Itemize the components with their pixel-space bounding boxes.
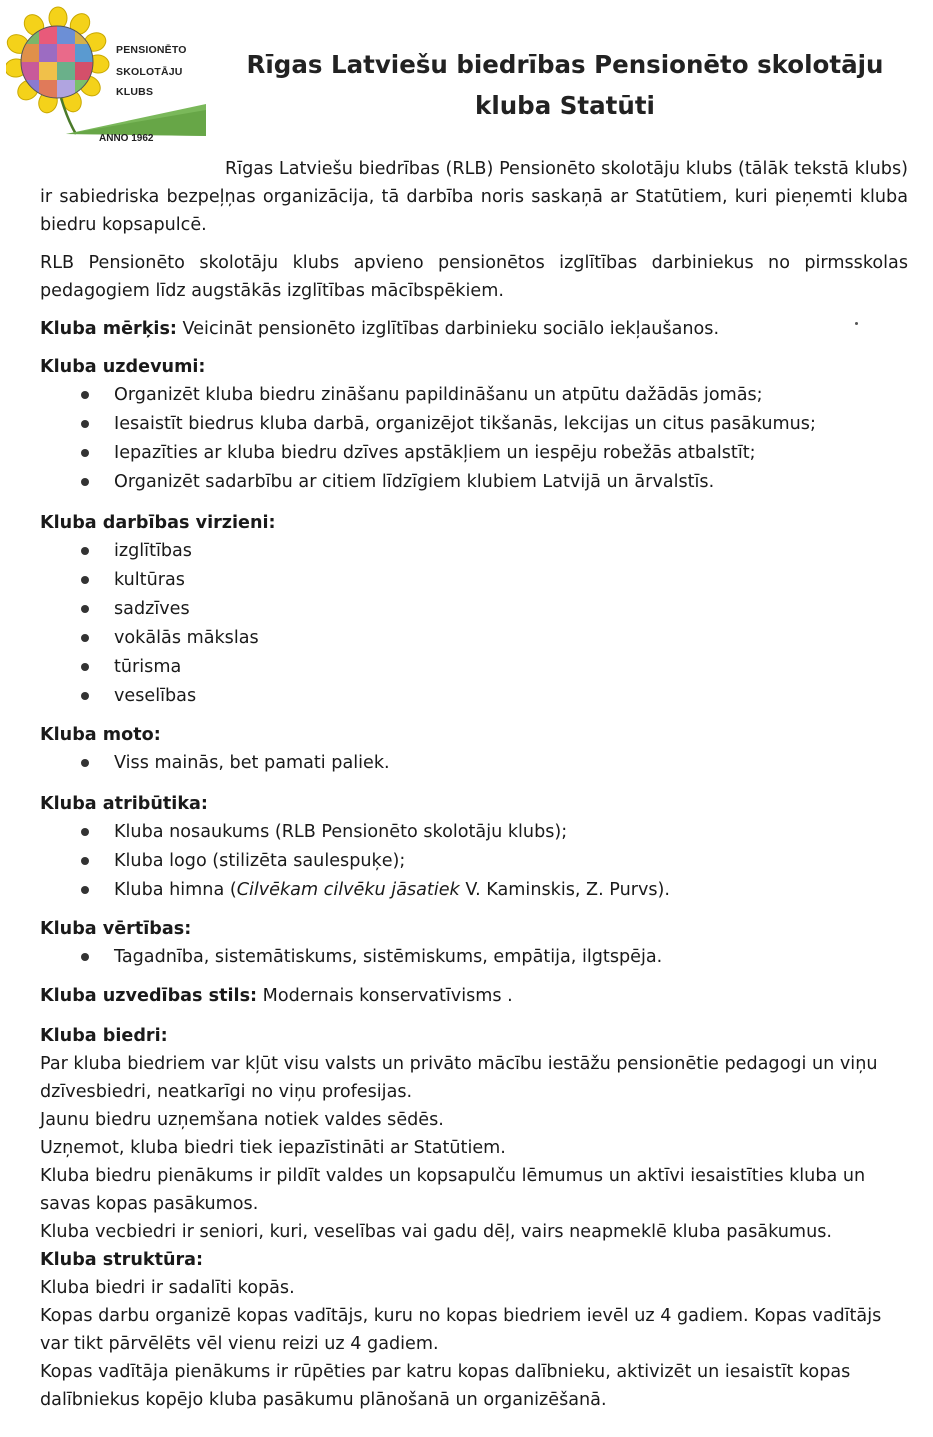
section-label-uzdevumi: Kluba uzdevumi: — [40, 357, 206, 377]
list-item: Tagadnība, sistemātiskums, sistēmiskums, empātija, ilgtspēja. — [40, 943, 908, 972]
club-logo — [6, 6, 211, 144]
list-item: veselības — [40, 682, 908, 711]
title-line1: Rīgas Latviešu biedrības Pensionēto skolotāju — [246, 50, 884, 79]
biedri-line: Par kluba biedriem var kļūt visu valsts un privāto mācību iestāžu pensionētie pedagogi un viņu dzīvesbiedri, neatkarīgi no viņu profesijas. — [40, 1054, 878, 1102]
himna-prefix: Kluba himna ( — [114, 880, 237, 900]
biedri-line: Kluba biedru pienākums ir pildīt valdes un kopsapulču lēmumus un aktīvi iesaistīties kluba un savas kopas pasākumos. — [40, 1166, 866, 1214]
list-item: tūrisma — [40, 653, 908, 682]
section-label-virzieni: Kluba darbības virzieni: — [40, 513, 276, 533]
list-item: sadzīves — [40, 595, 908, 624]
biedri-line: Uzņemot, kluba biedri tiek iepazīstināti ar Statūtiem. — [40, 1138, 506, 1158]
biedri-line: Jaunu biedru uzņemšana notiek valdes sēdēs. — [40, 1110, 444, 1130]
list-item: Organizēt kluba biedru zināšanu papildināšanu un atpūtu dažādās jomās; — [40, 381, 908, 410]
intro-paragraph-2: RLB Pensionēto skolotāju klubs apvieno pensionētos izglītības darbiniekus no pirmsskolas pedagogiem līdz augstākās izglītības mācībspēkiem. — [40, 253, 908, 301]
himna-authors: V. Kaminskis, Z. Purvs). — [459, 880, 671, 900]
section-label-moto: Kluba moto: — [40, 725, 161, 745]
section-merkis — [40, 315, 908, 343]
uzdevumi-list — [40, 381, 908, 497]
list-item: Kluba nosaukums (RLB Pensionēto skolotāju klubs); — [40, 818, 908, 847]
stils-text: Modernais konservatīvisms . — [257, 986, 513, 1006]
list-item — [40, 876, 908, 905]
virzieni-list — [40, 537, 908, 711]
list-item: Kluba logo (stilizēta saulespuķe); — [40, 847, 908, 876]
atributika-list — [40, 818, 908, 905]
section-label-atributika: Kluba atribūtika: — [40, 794, 208, 814]
list-item: vokālās mākslas — [40, 624, 908, 653]
struktura-line: Kopas darbu organizē kopas vadītājs, kuru no kopas biedriem ievēl uz 4 gadiem. Kopas vadītājs var tikt pārvēlēts vēl vienu reizi uz 4 gadiem. — [40, 1306, 882, 1354]
section-label-vertibas: Kluba vērtības: — [40, 919, 192, 939]
biedri-text — [40, 1050, 908, 1246]
list-item: Organizēt sadarbību ar citiem līdzīgiem klubiem Latvijā un ārvalstīs. — [40, 468, 908, 497]
title-line2: kluba Statūti — [475, 91, 655, 120]
struktura-line: Kopas vadītāja pienākums ir rūpēties par katru kopas dalībnieku, aktivizēt un iesaistīt kopas dalībniekus kopējo kluba pasākumu plānošanā un organizēšanā. — [40, 1362, 851, 1410]
list-item: Iepazīties ar kluba biedru dzīves apstākļiem un iespēju robežās atbalstīt; — [40, 439, 908, 468]
list-item: kultūras — [40, 566, 908, 595]
section-label-biedri: Kluba biedri: — [40, 1026, 168, 1046]
list-item: Iesaistīt biedrus kluba darbā, organizējot tikšanās, lekcijas un citus pasākumus; — [40, 410, 908, 439]
section-stils — [40, 982, 908, 1010]
vertibas-list — [40, 943, 908, 972]
merkis-text: Veicināt pensionēto izglītības darbinieku sociālo iekļaušanos. — [176, 319, 720, 339]
moto-list — [40, 749, 908, 778]
struktura-line: Kluba biedri ir sadalīti kopās. — [40, 1278, 295, 1298]
page-title — [215, 44, 915, 126]
scan-speck — [855, 322, 858, 325]
struktura-text — [40, 1274, 908, 1414]
logo-text-line1: PENSIONĒTO — [116, 44, 187, 56]
intro-paragraph-1: Rīgas Latviešu biedrības (RLB) Pensionēto skolotāju klubs (tālāk tekstā klubs) ir sabiedriska bezpeļņas organizācija, tā darbība noris saskaņā ar Statūtiem, kuri pieņemti kluba biedru kopsapulcē. — [40, 159, 908, 235]
list-item: Viss mainās, bet pamati paliek. — [40, 749, 908, 778]
logo-text-line2: SKOLOTĀJU — [116, 66, 183, 78]
list-item: izglītības — [40, 537, 908, 566]
section-label-merkis: Kluba mērķis: — [40, 319, 177, 339]
section-label-struktura: Kluba struktūra: — [40, 1250, 204, 1270]
document-body — [40, 155, 908, 1414]
biedri-line: Kluba vecbiedri ir seniori, kuri, veselības vai gadu dēļ, vairs neapmeklē kluba pasākumus. — [40, 1222, 832, 1242]
logo-anno: ANNO 1962 — [99, 133, 154, 144]
himna-title: Cilvēkam cilvēku jāsatiek — [236, 880, 460, 900]
logo-text-line3: KLUBS — [116, 86, 154, 98]
section-label-stils: Kluba uzvedības stils: — [40, 986, 258, 1006]
